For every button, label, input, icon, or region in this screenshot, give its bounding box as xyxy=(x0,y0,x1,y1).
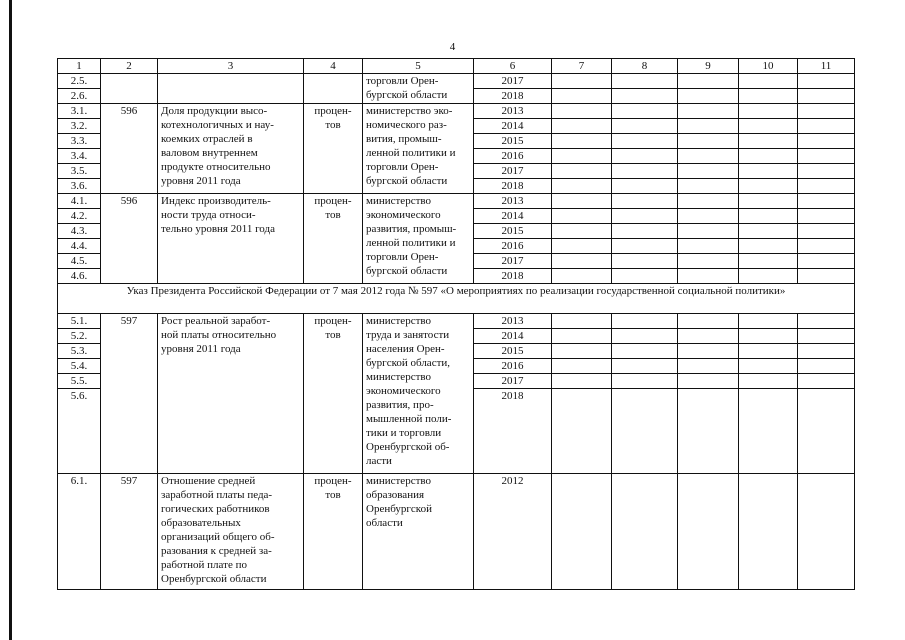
value-cell-col-8 xyxy=(612,119,678,134)
row-code: 5.4. xyxy=(58,359,101,374)
value-cell-col-8 xyxy=(612,89,678,104)
row-code: 3.5. xyxy=(58,164,101,179)
year-cell: 2017 xyxy=(474,74,552,89)
value-cell-col-7 xyxy=(552,149,612,164)
value-cell-col-10 xyxy=(739,74,798,89)
value-cell-col-9 xyxy=(678,134,739,149)
value-cell-col-7 xyxy=(552,194,612,209)
value-cell-col-9 xyxy=(678,329,739,344)
organization-line: Оренбургской xyxy=(366,503,432,515)
value-cell-col-9 xyxy=(678,374,739,389)
organization-line: торговли Орен- xyxy=(366,75,439,87)
value-cell-col-8 xyxy=(612,74,678,89)
description-line: разования к средней за- xyxy=(161,545,272,557)
value-cell-col-11 xyxy=(798,359,855,374)
row-code: 4.2. xyxy=(58,209,101,224)
value-cell-col-10 xyxy=(739,314,798,329)
responsible-organization xyxy=(363,104,474,194)
unit-line: процен- xyxy=(314,315,352,327)
column-header: 7 xyxy=(552,59,612,74)
column-header: 9 xyxy=(678,59,739,74)
year-cell: 2015 xyxy=(474,344,552,359)
unit-line: процен- xyxy=(314,105,352,117)
organization-line: торговли Орен- xyxy=(366,251,439,263)
value-cell-col-9 xyxy=(678,164,739,179)
value-cell-col-8 xyxy=(612,374,678,389)
value-cell-col-7 xyxy=(552,119,612,134)
organization-line: министерство эко- xyxy=(366,105,453,117)
description-line: Оренбургской области xyxy=(161,573,267,585)
column-header: 3 xyxy=(158,59,304,74)
description-line: котехнологичных и нау- xyxy=(161,119,274,131)
value-cell-col-8 xyxy=(612,134,678,149)
value-cell-col-9 xyxy=(678,89,739,104)
value-cell-col-10 xyxy=(739,89,798,104)
value-cell-col-7 xyxy=(552,224,612,239)
section-heading-row xyxy=(58,284,855,314)
value-cell-col-7 xyxy=(552,374,612,389)
value-cell-col-8 xyxy=(612,269,678,284)
value-cell-col-10 xyxy=(739,134,798,149)
value-cell-col-11 xyxy=(798,149,855,164)
value-cell-col-9 xyxy=(678,314,739,329)
value-cell-col-7 xyxy=(552,104,612,119)
description-line: гогических работников xyxy=(161,503,270,515)
value-cell-col-10 xyxy=(739,179,798,194)
description-line: валовом внутреннем xyxy=(161,147,258,159)
value-cell-col-11 xyxy=(798,474,855,590)
organization-line: министерство xyxy=(366,475,432,487)
value-cell-col-9 xyxy=(678,74,739,89)
organization-line: экономического xyxy=(366,209,441,221)
value-cell-col-9 xyxy=(678,104,739,119)
organization-line: развития, про- xyxy=(366,399,434,411)
value-cell-col-7 xyxy=(552,164,612,179)
value-cell-col-7 xyxy=(552,344,612,359)
responsible-organization xyxy=(363,194,474,284)
year-cell: 2013 xyxy=(474,104,552,119)
indicator-description xyxy=(158,74,304,104)
year-cell: 2014 xyxy=(474,119,552,134)
indicator-description xyxy=(158,314,304,474)
description-line: уровня 2011 года xyxy=(161,175,241,187)
unit-cell xyxy=(304,74,363,104)
value-cell-col-10 xyxy=(739,359,798,374)
value-cell-col-10 xyxy=(739,254,798,269)
description-line: продукте относительно xyxy=(161,161,271,173)
page-number: 4 xyxy=(449,41,456,53)
value-cell-col-11 xyxy=(798,89,855,104)
row-code: 3.2. xyxy=(58,119,101,134)
unit-of-measure xyxy=(304,104,363,194)
unit-of-measure xyxy=(304,474,363,590)
organization-line: министерство xyxy=(366,315,432,327)
value-cell-col-11 xyxy=(798,224,855,239)
row-code: 2.5. xyxy=(58,74,101,89)
year-cell: 2017 xyxy=(474,164,552,179)
description-line: Доля продукции высо- xyxy=(161,105,268,117)
value-cell-col-9 xyxy=(678,254,739,269)
value-cell-col-10 xyxy=(739,149,798,164)
value-cell-col-7 xyxy=(552,329,612,344)
unit-line: тов xyxy=(325,119,341,131)
value-cell-col-8 xyxy=(612,179,678,194)
value-cell-col-8 xyxy=(612,389,678,474)
description-line: Индекс производитель- xyxy=(161,195,271,207)
value-cell-col-8 xyxy=(612,239,678,254)
organization-line: бургской области, xyxy=(366,357,451,369)
table-body xyxy=(58,74,855,590)
year-cell: 2013 xyxy=(474,194,552,209)
row-code: 4.1. xyxy=(58,194,101,209)
indicator-description xyxy=(158,194,304,284)
column-header: 6 xyxy=(474,59,552,74)
value-cell-col-11 xyxy=(798,269,855,284)
unit-of-measure xyxy=(304,194,363,284)
row-code: 5.5. xyxy=(58,374,101,389)
value-cell-col-8 xyxy=(612,149,678,164)
section-heading: Указ Президента Российской Федерации от 7 мая 2012 года № 597 «О мероприятиях по реализации государственной социальной политики» xyxy=(58,284,855,314)
year-cell: 2015 xyxy=(474,134,552,149)
row-code: 3.3. xyxy=(58,134,101,149)
unit-line: процен- xyxy=(314,475,352,487)
value-cell-col-10 xyxy=(739,119,798,134)
decree-number: 596 xyxy=(101,194,158,284)
decree-number: 597 xyxy=(101,314,158,474)
value-cell-col-11 xyxy=(798,209,855,224)
row-code: 4.3. xyxy=(58,224,101,239)
year-cell: 2017 xyxy=(474,254,552,269)
organization-line: номического раз- xyxy=(366,119,447,131)
value-cell-col-10 xyxy=(739,344,798,359)
description-line: коемких отраслей в xyxy=(161,133,253,145)
year-cell: 2018 xyxy=(474,179,552,194)
year-cell: 2016 xyxy=(474,239,552,254)
value-cell-col-11 xyxy=(798,239,855,254)
value-cell-col-9 xyxy=(678,194,739,209)
unit-line: процен- xyxy=(314,195,352,207)
organization-line: ленной политики и xyxy=(366,237,456,249)
value-cell-col-11 xyxy=(798,254,855,269)
decree-number: 596 xyxy=(101,104,158,194)
responsible-organization xyxy=(363,314,474,474)
organization-line: мышленной поли- xyxy=(366,413,452,425)
value-cell-col-8 xyxy=(612,194,678,209)
description-line: Рост реальной заработ- xyxy=(161,315,271,327)
row-code: 3.1. xyxy=(58,104,101,119)
organization-line: министерство xyxy=(366,195,432,207)
year-cell: 2012 xyxy=(474,474,552,590)
description-line: работной плате по xyxy=(161,559,247,571)
unit-line: тов xyxy=(325,329,341,341)
value-cell-col-11 xyxy=(798,314,855,329)
responsible-organization xyxy=(363,74,474,104)
value-cell-col-7 xyxy=(552,74,612,89)
value-cell-col-9 xyxy=(678,269,739,284)
value-cell-col-9 xyxy=(678,119,739,134)
organization-line: тики и торговли xyxy=(366,427,442,439)
column-header: 11 xyxy=(798,59,855,74)
page-left-edge-rule xyxy=(9,0,12,640)
table-row xyxy=(58,74,855,89)
description-line: ности труда относи- xyxy=(161,209,256,221)
value-cell-col-11 xyxy=(798,164,855,179)
value-cell-col-7 xyxy=(552,179,612,194)
row-code: 4.4. xyxy=(58,239,101,254)
value-cell-col-10 xyxy=(739,164,798,179)
value-cell-col-7 xyxy=(552,269,612,284)
organization-line: образования xyxy=(366,489,425,501)
column-header: 4 xyxy=(304,59,363,74)
column-header: 8 xyxy=(612,59,678,74)
value-cell-col-9 xyxy=(678,224,739,239)
unit-of-measure xyxy=(304,314,363,474)
value-cell-col-10 xyxy=(739,389,798,474)
row-code: 5.3. xyxy=(58,344,101,359)
organization-line: бургской области xyxy=(366,265,448,277)
organization-line: вития, промыш- xyxy=(366,133,442,145)
value-cell-col-8 xyxy=(612,224,678,239)
row-code: 3.4. xyxy=(58,149,101,164)
value-cell-col-9 xyxy=(678,239,739,254)
year-cell: 2015 xyxy=(474,224,552,239)
organization-line: ленной политики и xyxy=(366,147,456,159)
organization-line: Оренбургской об- xyxy=(366,441,450,453)
description-line: ной платы относительно xyxy=(161,329,277,341)
value-cell-col-11 xyxy=(798,179,855,194)
year-cell: 2018 xyxy=(474,269,552,284)
table-row xyxy=(58,314,855,329)
value-cell-col-8 xyxy=(612,254,678,269)
value-cell-col-10 xyxy=(739,239,798,254)
decree-number: 597 xyxy=(101,474,158,590)
value-cell-col-10 xyxy=(739,269,798,284)
description-line: заработной платы педа- xyxy=(161,489,273,501)
value-cell-col-11 xyxy=(798,329,855,344)
unit-line: тов xyxy=(325,489,341,501)
description-line: образовательных xyxy=(161,517,241,529)
indicators-table xyxy=(57,58,855,590)
column-header: 5 xyxy=(363,59,474,74)
organization-line: области xyxy=(366,517,403,529)
year-cell: 2018 xyxy=(474,89,552,104)
year-cell: 2013 xyxy=(474,314,552,329)
row-code: 5.1. xyxy=(58,314,101,329)
organization-line: министерство xyxy=(366,371,432,383)
table-row xyxy=(58,104,855,119)
value-cell-col-8 xyxy=(612,164,678,179)
value-cell-col-10 xyxy=(739,194,798,209)
value-cell-col-11 xyxy=(798,74,855,89)
value-cell-col-8 xyxy=(612,104,678,119)
column-header: 2 xyxy=(101,59,158,74)
value-cell-col-7 xyxy=(552,389,612,474)
unit-line: тов xyxy=(325,209,341,221)
organization-line: экономического xyxy=(366,385,441,397)
decree-cell xyxy=(101,74,158,104)
table-row xyxy=(58,194,855,209)
organization-line: населения Орен- xyxy=(366,343,445,355)
value-cell-col-11 xyxy=(798,389,855,474)
value-cell-col-7 xyxy=(552,209,612,224)
value-cell-col-10 xyxy=(739,329,798,344)
year-cell: 2014 xyxy=(474,209,552,224)
organization-line: развития, промыш- xyxy=(366,223,457,235)
value-cell-col-11 xyxy=(798,134,855,149)
value-cell-col-10 xyxy=(739,104,798,119)
organization-line: торговли Орен- xyxy=(366,161,439,173)
value-cell-col-7 xyxy=(552,359,612,374)
row-code: 6.1. xyxy=(58,474,101,590)
row-code: 2.6. xyxy=(58,89,101,104)
value-cell-col-9 xyxy=(678,344,739,359)
value-cell-col-7 xyxy=(552,254,612,269)
year-cell: 2018 xyxy=(474,389,552,474)
organization-line: бургской области xyxy=(366,175,448,187)
description-line: тельно уровня 2011 года xyxy=(161,223,275,235)
value-cell-col-7 xyxy=(552,474,612,590)
row-code: 4.6. xyxy=(58,269,101,284)
value-cell-col-9 xyxy=(678,474,739,590)
table-row xyxy=(58,474,855,590)
year-cell: 2014 xyxy=(474,329,552,344)
value-cell-col-9 xyxy=(678,179,739,194)
value-cell-col-8 xyxy=(612,359,678,374)
column-header: 10 xyxy=(739,59,798,74)
organization-line: ласти xyxy=(366,455,392,467)
value-cell-col-11 xyxy=(798,374,855,389)
indicator-description xyxy=(158,104,304,194)
row-code: 5.2. xyxy=(58,329,101,344)
value-cell-col-8 xyxy=(612,474,678,590)
value-cell-col-8 xyxy=(612,209,678,224)
value-cell-col-11 xyxy=(798,344,855,359)
value-cell-col-7 xyxy=(552,239,612,254)
year-cell: 2016 xyxy=(474,359,552,374)
value-cell-col-8 xyxy=(612,314,678,329)
column-number-header-row xyxy=(58,59,855,74)
value-cell-col-8 xyxy=(612,344,678,359)
value-cell-col-10 xyxy=(739,224,798,239)
value-cell-col-7 xyxy=(552,89,612,104)
organization-line: труда и занятости xyxy=(366,329,450,341)
value-cell-col-11 xyxy=(798,119,855,134)
column-header: 1 xyxy=(58,59,101,74)
description-line: уровня 2011 года xyxy=(161,343,241,355)
row-code: 4.5. xyxy=(58,254,101,269)
value-cell-col-7 xyxy=(552,314,612,329)
value-cell-col-7 xyxy=(552,134,612,149)
organization-line: бургской области xyxy=(366,89,448,101)
indicator-description xyxy=(158,474,304,590)
value-cell-col-10 xyxy=(739,209,798,224)
responsible-organization xyxy=(363,474,474,590)
year-cell: 2017 xyxy=(474,374,552,389)
value-cell-col-8 xyxy=(612,329,678,344)
row-code: 5.6. xyxy=(58,389,101,474)
value-cell-col-9 xyxy=(678,149,739,164)
year-cell: 2016 xyxy=(474,149,552,164)
value-cell-col-11 xyxy=(798,194,855,209)
value-cell-col-10 xyxy=(739,374,798,389)
value-cell-col-11 xyxy=(798,104,855,119)
value-cell-col-9 xyxy=(678,389,739,474)
value-cell-col-9 xyxy=(678,209,739,224)
description-line: организаций общего об- xyxy=(161,531,275,543)
value-cell-col-9 xyxy=(678,359,739,374)
value-cell-col-10 xyxy=(739,474,798,590)
description-line: Отношение средней xyxy=(161,475,256,487)
row-code: 3.6. xyxy=(58,179,101,194)
